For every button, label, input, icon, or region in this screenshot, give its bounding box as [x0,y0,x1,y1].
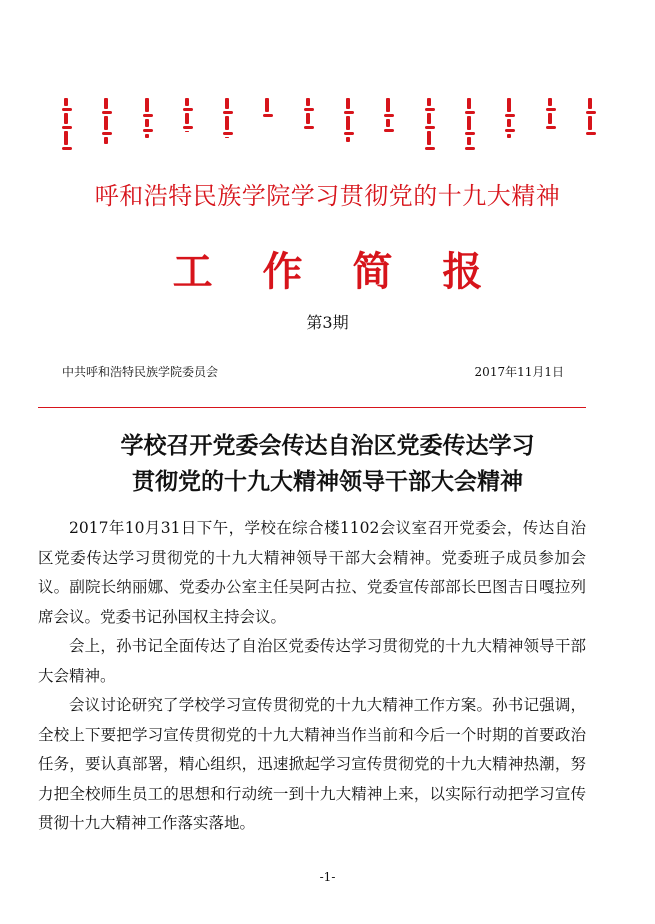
mongolian-word-glyph [503,98,515,138]
issue-number: 第3期 [306,313,349,332]
mongolian-script-title [60,98,596,156]
mongolian-word-glyph [584,98,596,137]
mongolian-word-glyph [423,98,435,152]
mongolian-word-glyph [141,98,153,138]
mongolian-word-glyph [463,98,475,152]
paragraph: 2017年10月31日下午，学校在综合楼1102会议室召开党委会，传达自治区党委传达学习贯彻党的十九大精神领导干部大会精神。党委班子成员参加会议。副院长纳丽娜、党委办公室主任吴阿古拉、党委宣传部部长巴图吉日嘎拉列席会议。党委书记孙国权主持会议。 [38,519,586,626]
mongolian-word-glyph [60,98,72,152]
paragraph: 会议讨论研究了学校学习宣传贯彻党的十九大精神工作方案。孙书记强调，全校上下要把学习宣传贯彻党的十九大精神当作当前和今后一个时期的首要政治任务，要认真部署，精心组织，迅速掀起学习宣传贯彻党的十九大精神热潮，努力把全校师生员工的思想和行动统一到十九大精神上来，以实际行动把学习宣传贯彻十九大精神工作落实落地。 [38,696,586,832]
page-number: -1- [319,870,336,884]
headline-line-1: 学校召开党委会传达自治区党委传达学习 [120,432,535,459]
mongolian-word-glyph [382,98,394,134]
mongolian-word-glyph [100,98,112,144]
mongolian-word-glyph [181,98,193,132]
mongolian-word-glyph [544,98,556,131]
mongolian-word-glyph [261,98,273,119]
article-body [38,514,586,839]
article-headline [0,428,655,500]
bulletin-title: 工 作 简 报 [172,249,501,295]
bulletin-subtitle: 呼和浩特民族学院学习贯彻党的十九大精神 [94,182,561,210]
mongolian-word-glyph [342,98,354,142]
mongolian-word-glyph [302,98,314,131]
paragraph: 会上，孙书记全面传达了自治区党委传达学习贯彻党的十九大精神领导干部大会精神。 [38,637,586,685]
mongolian-word-glyph [221,98,233,138]
publish-date: 2017年11月1日 [474,365,564,379]
headline-line-2: 贯彻党的十九大精神领导干部大会精神 [132,468,523,495]
header-divider [38,407,586,408]
publisher: 中共呼和浩特民族学院委员会 [62,365,219,379]
